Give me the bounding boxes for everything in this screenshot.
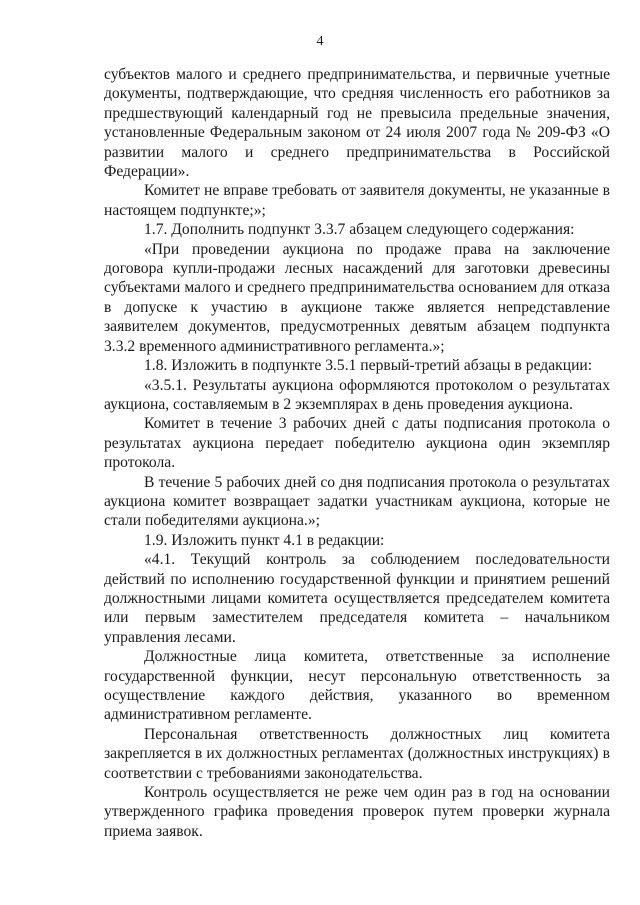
- paragraph-4-1: «4.1. Текущий контроль за соблюдением последовательности действий по исполнению государственной функции и принятием решений должностными лицами комитета осуществляется председателем комитета или первым заместителем председателя комитета – начальником управления лесами.: [104, 551, 610, 646]
- paragraph-protocol-transfer: Комитет в течение 3 рабочих дней с даты подписания протокола о результатах аукциона передает победителю аукциона один экземпляр протокола.: [104, 415, 610, 472]
- paragraph-smb-documents: субъектов малого и среднего предпринимательства, и первичные учетные документы, подтверждающие, что средняя численность его работников за предшествующий календарный год не превысила предельные значения, установленные Федеральным законом от 24 июля 2007 года № 209-ФЗ «О развитии малого и среднего предпринимательства в Российской Федерации».: [104, 66, 610, 181]
- paragraph-auction-refusal: «При проведении аукциона по продаже права на заключение договора купли-продажи лесных насаждений для заготовки древесины субъектами малого и среднего предпринимательства основанием для отказа в допуске к участию в аукционе также является непредставление заявителем документов, предусмотренных девятым абзацем подпункта 3.3.2 временного административного регламента.»;: [104, 240, 610, 355]
- paragraph-personal-responsibility: Персональная ответственность должностных лиц комитета закрепляется в их должностных регламентах (должностных инструкциях) в соответствии с требованиями законодательства.: [104, 725, 610, 782]
- paragraph-3-5-1: «3.5.1. Результаты аукциона оформляются протоколом о результатах аукциона, составляемым в 2 экземплярах в день проведения аукциона.: [104, 376, 610, 413]
- paragraph-committee-restriction: Комитет не вправе требовать от заявителя документы, не указанные в настоящем подпункте;»;: [104, 182, 610, 219]
- paragraph-1-7: 1.7. Дополнить подпункт 3.3.7 абзацем следующего содержания:: [144, 221, 575, 239]
- document-body: [104, 65, 610, 841]
- page-number: 4: [316, 34, 324, 49]
- paragraph-control-frequency: Контроль осуществляется не реже чем один раз в год на основании утвержденного графика проведения проверок путем проверки журнала приема заявок.: [104, 784, 610, 840]
- paragraph-deposit-return: В течение 5 рабочих дней со дня подписания протокола о результатах аукциона комитет возвращает задатки участникам аукциона, которые не стали победителями аукциона.»;: [104, 473, 610, 530]
- paragraph-officials-responsibility: Должностные лица комитета, ответственные за исполнение государственной функции, несут персональную ответственность за осуществление каждого действия, указанного во временном административном регламенте.: [104, 648, 610, 724]
- paragraph-1-8: 1.8. Изложить в подпункте 3.5.1 первый-третий абзацы в редакции:: [144, 357, 593, 375]
- paragraph-1-9: 1.9. Изложить пункт 4.1 в редакции:: [144, 531, 385, 549]
